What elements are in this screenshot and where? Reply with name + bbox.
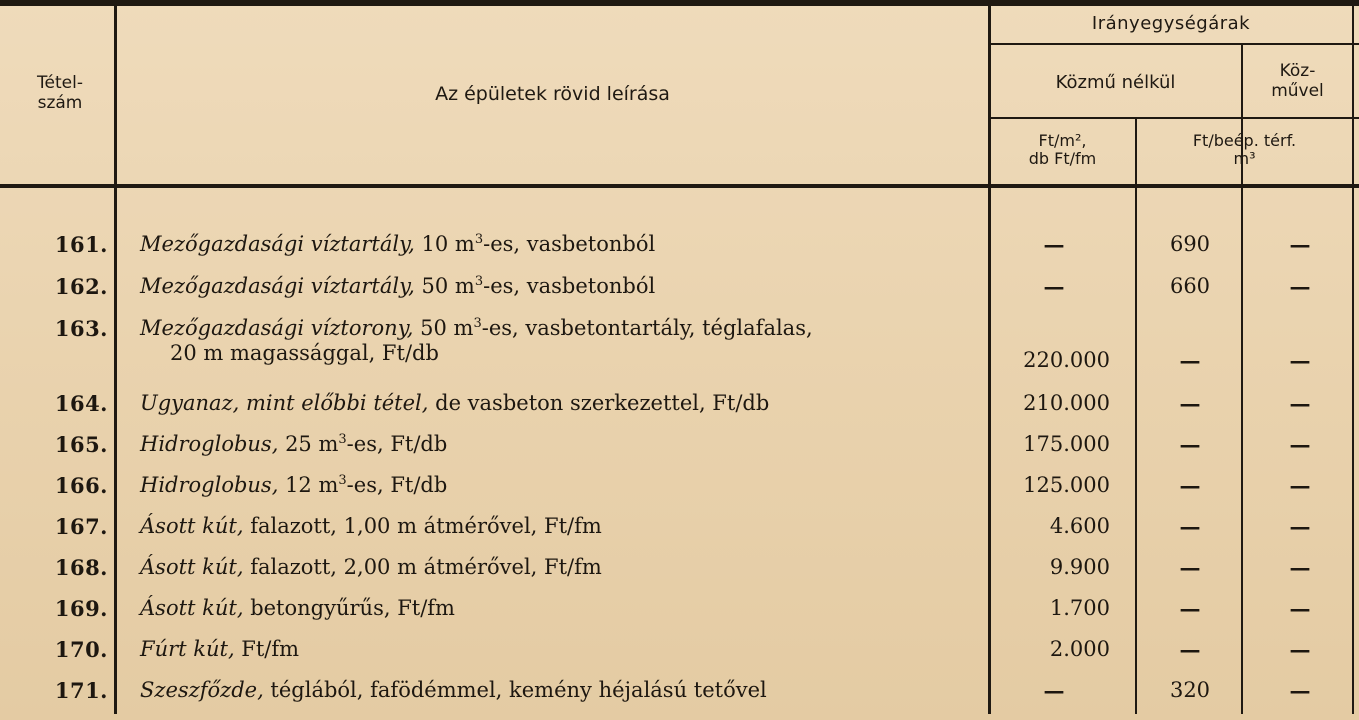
item-name: Ásott kút,: [140, 596, 244, 620]
price-with-utilities: —: [1289, 637, 1311, 662]
table-row: [0, 308, 1359, 373]
price-with-utilities: —: [1289, 514, 1311, 539]
table-row: [0, 424, 1359, 462]
top-rule: [0, 0, 1359, 6]
header-bottom-rule: [0, 184, 1359, 188]
price-without-utilities-area: 1.700: [1049, 596, 1110, 620]
price-without-utilities-volume: —: [1179, 432, 1201, 457]
superscript: 3: [338, 473, 347, 488]
item-description: Mezőgazdasági víztartály, 50 $m^3-es$, vasbetonból: [140, 274, 656, 298]
header-without-utilities: Közmű nélkül: [1055, 72, 1176, 93]
table-row: [0, 588, 1359, 626]
price-without-utilities-volume: —: [1179, 596, 1201, 621]
item-description: Mezőgazdasági víztartály, 10 $m^3-es$, vasbetonból: [140, 232, 656, 256]
item-number: 161.: [54, 232, 108, 257]
header-unit-area: Ft/m², db Ft/fm: [1028, 131, 1097, 169]
price-with-utilities: —: [1289, 432, 1311, 457]
table-row: [0, 670, 1359, 708]
item-number: 171.: [54, 678, 108, 703]
price-with-utilities: —: [1289, 596, 1311, 621]
price-without-utilities-volume: —: [1179, 348, 1201, 373]
item-description: Hidroglobus, 25 $m^3-es$, Ft/db: [140, 432, 448, 456]
price-without-utilities-area: 210.000: [1023, 391, 1110, 415]
item-name: Szeszfőzde,: [140, 678, 264, 702]
price-without-utilities-area: —: [1043, 678, 1065, 703]
price-without-utilities-volume: 320: [1169, 678, 1211, 702]
header-description: Az épületek rövid leírása: [435, 83, 670, 105]
item-description: Szeszfőzde, téglából, fafödémmel, kemény héjalású tetővel: [140, 678, 767, 702]
price-without-utilities-area: —: [1043, 232, 1065, 257]
price-without-utilities-volume: 660: [1169, 274, 1211, 298]
header-with-utilities: Köz- művel: [1271, 61, 1324, 101]
price-without-utilities-area: 4.600: [1049, 514, 1110, 538]
item-description: Ásott kút, betongyűrűs, Ft/fm: [140, 596, 455, 620]
item-name: Mezőgazdasági víztorony,: [140, 316, 414, 340]
item-description: Ugyanaz, mint előbbi tétel, de vasbeton szerkezettel, Ft/db: [140, 391, 770, 415]
price-without-utilities-volume: —: [1179, 514, 1201, 539]
superscript: 3: [338, 432, 347, 447]
description-continuation: 20 m magassággal, Ft/db: [170, 340, 439, 365]
superscript: 3: [474, 232, 484, 247]
price-with-utilities: —: [1289, 555, 1311, 580]
header-group: Irányegységárak: [1091, 13, 1251, 34]
superscript: 3: [473, 316, 482, 331]
price-without-utilities-area: 125.000: [1023, 473, 1110, 497]
price-with-utilities: —: [1289, 473, 1311, 498]
item-name: Hidroglobus,: [140, 432, 279, 456]
price-with-utilities: —: [1289, 391, 1311, 416]
superscript: 3: [474, 274, 484, 289]
item-name: Hidroglobus,: [140, 473, 279, 497]
price-without-utilities-volume: —: [1179, 555, 1201, 580]
item-name: Ásott kút,: [140, 555, 244, 579]
item-number: 168.: [54, 555, 108, 580]
hline-units: [990, 117, 1359, 119]
price-without-utilities-area: 9.900: [1049, 555, 1110, 579]
table-row: [0, 465, 1359, 503]
item-description: Mezőgazdasági víztorony, 50 $m^3-es$, vasbetontartály, téglafalas, 20 m magassággal, Ft/db: [140, 316, 813, 365]
table-row: [0, 629, 1359, 667]
item-number: 165.: [54, 432, 108, 457]
item-description: Ásott kút, falazott, 1,00 m átmérővel, Ft/fm: [140, 514, 602, 538]
item-name: Ásott kút,: [140, 514, 244, 538]
item-number: 162.: [54, 274, 108, 299]
price-without-utilities-area: 2.000: [1049, 637, 1110, 661]
table-row: [0, 547, 1359, 585]
price-with-utilities: —: [1289, 232, 1311, 257]
price-without-utilities-volume: —: [1179, 391, 1201, 416]
table-row: [0, 383, 1359, 421]
header-unit-volume: Ft/beép. térf. m³: [1192, 131, 1297, 169]
item-number: 163.: [54, 316, 108, 341]
item-number: 170.: [54, 637, 108, 662]
item-number: 167.: [54, 514, 108, 539]
item-number: 164.: [54, 391, 108, 416]
price-without-utilities-area: —: [1043, 274, 1065, 299]
item-number: 169.: [54, 596, 108, 621]
item-name: Fúrt kút,: [140, 637, 235, 661]
item-description: Ásott kút, falazott, 2,00 m átmérővel, Ft/fm: [140, 555, 602, 579]
item-description: Fúrt kút, Ft/fm: [140, 637, 300, 661]
item-number: 166.: [54, 473, 108, 498]
price-without-utilities-volume: 690: [1169, 232, 1211, 256]
table-row: [0, 224, 1359, 262]
item-description: Hidroglobus, 12 $m^3-es$, Ft/db: [140, 473, 448, 497]
item-name: Mezőgazdasági víztartály,: [140, 274, 415, 298]
table-row: [0, 266, 1359, 304]
price-without-utilities-area: 175.000: [1023, 432, 1110, 456]
header-item-number: Tétel- szám: [37, 73, 83, 113]
item-name: Ugyanaz, mint előbbi tétel,: [140, 391, 429, 415]
price-with-utilities: —: [1289, 348, 1311, 373]
price-with-utilities: —: [1289, 274, 1311, 299]
table-row: [0, 506, 1359, 544]
price-without-utilities-volume: —: [1179, 637, 1201, 662]
price-with-utilities: —: [1289, 678, 1311, 703]
item-name: Mezőgazdasági víztartály,: [140, 232, 415, 256]
price-without-utilities-area: 220.000: [1023, 348, 1110, 372]
hline-group: [990, 43, 1359, 45]
price-without-utilities-volume: —: [1179, 473, 1201, 498]
